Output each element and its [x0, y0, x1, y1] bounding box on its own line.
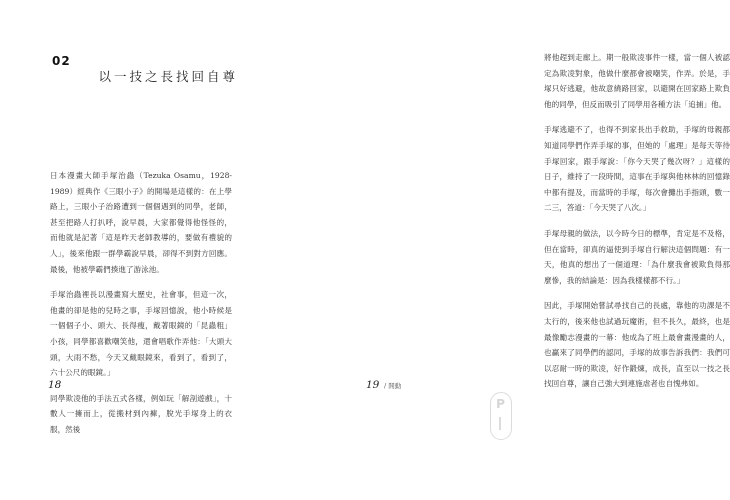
chapter-number: 02: [52, 54, 71, 68]
running-head: / 開動: [384, 382, 402, 390]
right-page: [260, 0, 730, 500]
paragraph: 日本漫畫大師手塚治蟲（Tezuka Osamu，1928-1989）經典作《三眼小子》的開場是這樣的：在上學路上，三眼小子治路遭到一個個遇到的同學，老師，甚至把路人打扒呼，說早晨，大家都覺得他怪怪的，而他就是記著「這是昨天老師教導的，要做有禮貌的人」，後來他跟一群學霸說早晨，卻得不到對方回應。最後，他被學霸們揍進了游泳池。: [50, 171, 232, 274]
publisher-watermark-icon: [490, 392, 512, 440]
right-body-text: [544, 50, 730, 402]
left-page: [0, 0, 260, 500]
paragraph: 手塚治蟲裡長以漫畫寫大歷史，社會事，但這一次，他畫的卻是他的兒時之事，手塚回憶說，他小時候是一個個子小、頭大、長得瘦，戴著眼鏡的「昆蟲粗」小孩，同學都喜歡嘲笑他，還會唱歌作弄他：「大頭大頭，大雨不愁，今天又戴眼鏡來，看到了，看到了，六十公尺的眼鏡。」: [50, 290, 232, 378]
paragraph: 因此，手塚開始嘗試尋找自己的長處，靠他的功課是不太行的，後來他也試過玩魔術，但不長久，最終，也是最像勵志漫畫的一幕：他成為了班上最會畫漫畫的人，也贏來了同學們的認同，手塚的故事告訴我們：我們可以忍耐一時的欺凌，好作鍛煉，成長，直至以一技之長找回自尊，讓自己強大到連施虐者也自愧弗如。: [544, 301, 730, 389]
paragraph: 同學欺凌他的手法五式各樣，例如玩「解剖遊戲」，十數人一擁而上，從搬材到內褲，脫光手塚身上的衣服，然後: [50, 393, 232, 434]
left-body-text: [50, 168, 232, 448]
watermark-glyph: P: [496, 397, 505, 411]
paragraph: 手塚母親的做法，以今時今日的標準，肯定是不及格，但在當時，卻真的逼使到手塚自行解決這個問題：有一天，他真的想出了一個道理：「為什麼我會被欺負得那麼慘，我的結論是：因為我樣樣都不行。」: [544, 228, 730, 285]
paragraph: 將他趕到走廊上。期一般欺凌事件一樣，當一個人被認定為欺凌對象，他做什麼都會被嘲笑，作弄。於是，手塚只好逃避，他故意繞路回家，以避開在回家路上欺負他的同學，但反而吸引了同學用各種方法「追捕」他。: [544, 53, 730, 109]
paragraph: 手塚逃避不了，也得不到家長出手救助，手塚的母親都知道同學們作弄手塚的事，但她的「處理」是每天等待手塚回家，跟手塚說：「你今天哭了幾次呀？」這樣的日子，維持了一段時間，這事在手塚與他林林的回憶錄中都有提及，而當時的手塚，每次會攤出手指頭，數一二三，答道：「今天哭了八次。」: [544, 125, 730, 213]
watermark-bar: [499, 417, 501, 430]
page-number-left: 18: [48, 379, 62, 391]
page-number-right: 19: [366, 379, 380, 391]
chapter-title: 以一技之長找回自尊: [98, 69, 238, 84]
